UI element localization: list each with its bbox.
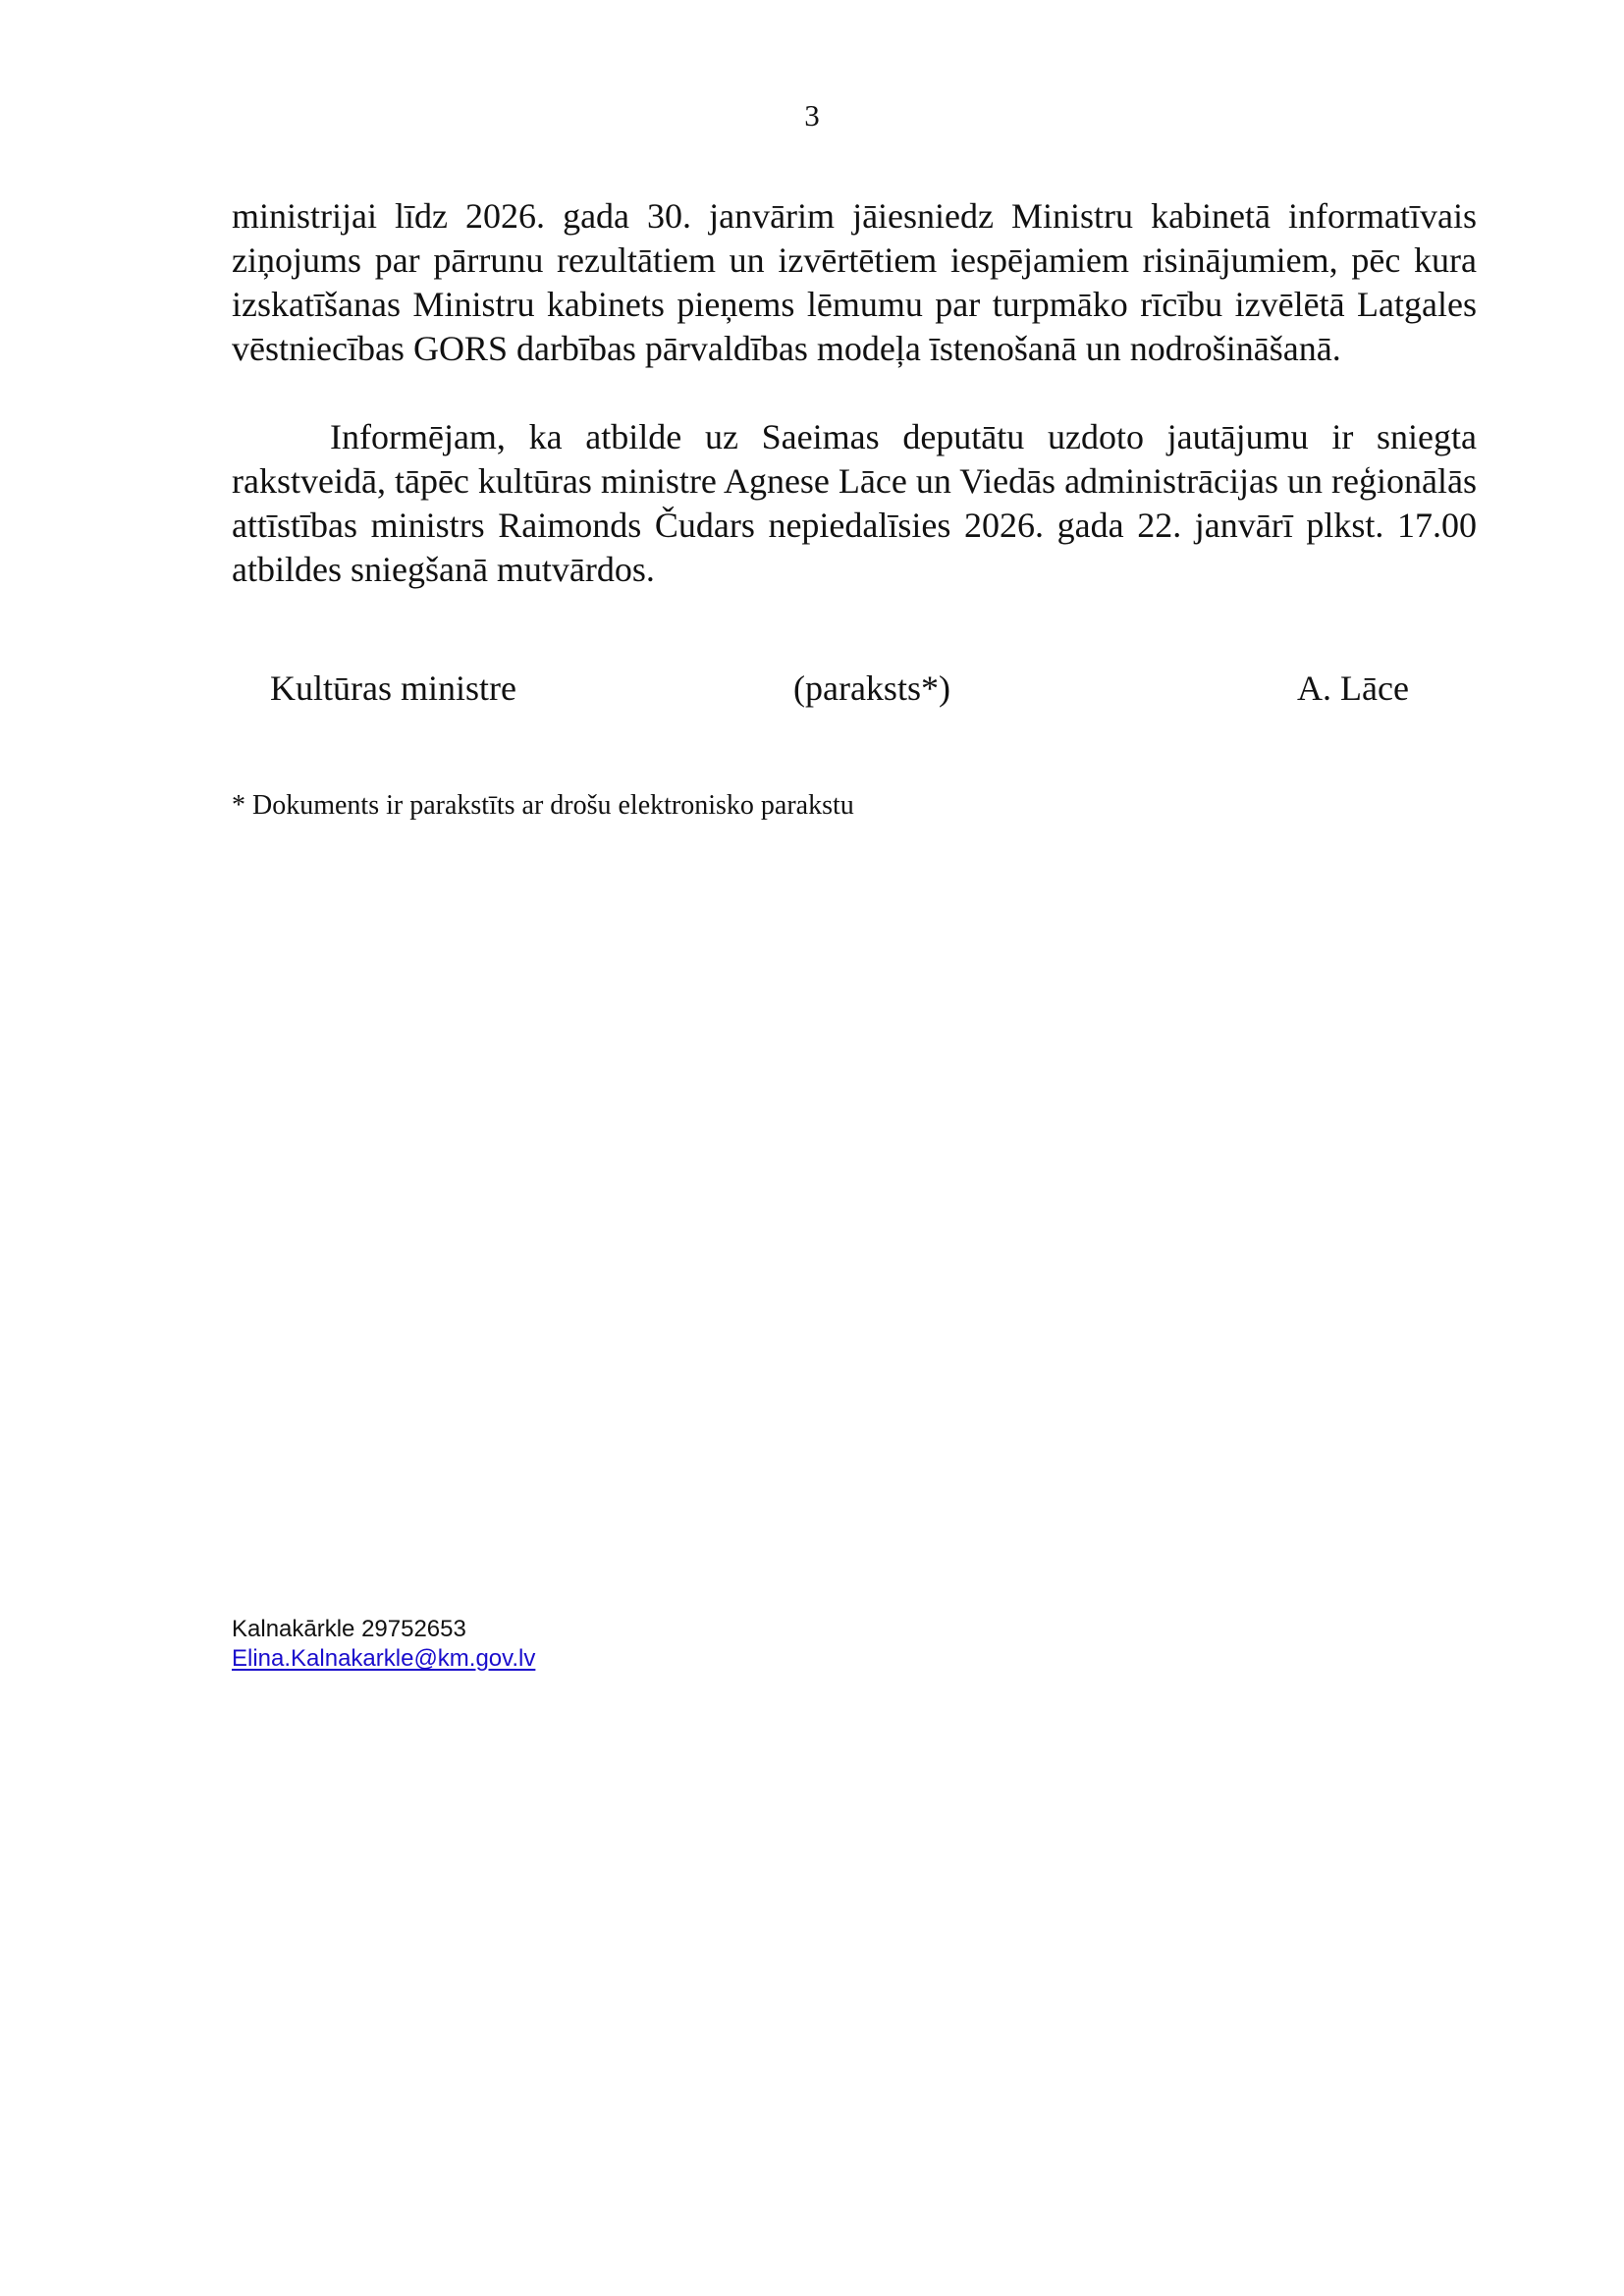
contact-name-phone: Kalnakārkle 29752653 [232, 1616, 466, 1642]
signatory-name: A. Lāce [1297, 668, 1409, 708]
contact-block [232, 1615, 535, 1674]
footnote: * Dokuments ir parakstīts ar drošu elektronisko parakstu [232, 790, 854, 821]
paragraph-text: ministrijai līdz 2026. gada 30. janvārim jāiesniedz Ministru kabinetā informatīvais ziņojums par pārrunu rezultātiem un izvērtētiem iespējamiem risinājumiem, pēc kura izskatīšanas Ministru kabinets pieņems lēmumu par turpmāko rīcību izvēlētā Latgales vēstniecības GORS darbības pārvaldības modeļa īstenošanā un nodrošināšanā. [232, 196, 1477, 368]
paragraph-text: Informējam, ka atbilde uz Saeimas deputātu uzdoto jautājumu ir sniegta rakstveidā, tāpēc kultūras ministre Agnese Lāce un Viedās administrācijas un reģionālās attīstības ministrs Raimonds Čudars nepiedalīsies 2026. gada 22. janvārī plkst. 17.00 atbildes sniegšanā mutvārdos. [232, 417, 1477, 589]
contact-email-link[interactable]: Elina.Kalnakarkle@km.gov.lv [232, 1645, 536, 1672]
signatory-title: Kultūras ministre [270, 668, 516, 708]
signature-placeholder: (paraksts*) [793, 668, 950, 708]
body-paragraph [232, 415, 1477, 592]
signature-block [0, 666, 1624, 711]
page-number: 3 [804, 98, 820, 133]
body-paragraph [232, 194, 1477, 371]
